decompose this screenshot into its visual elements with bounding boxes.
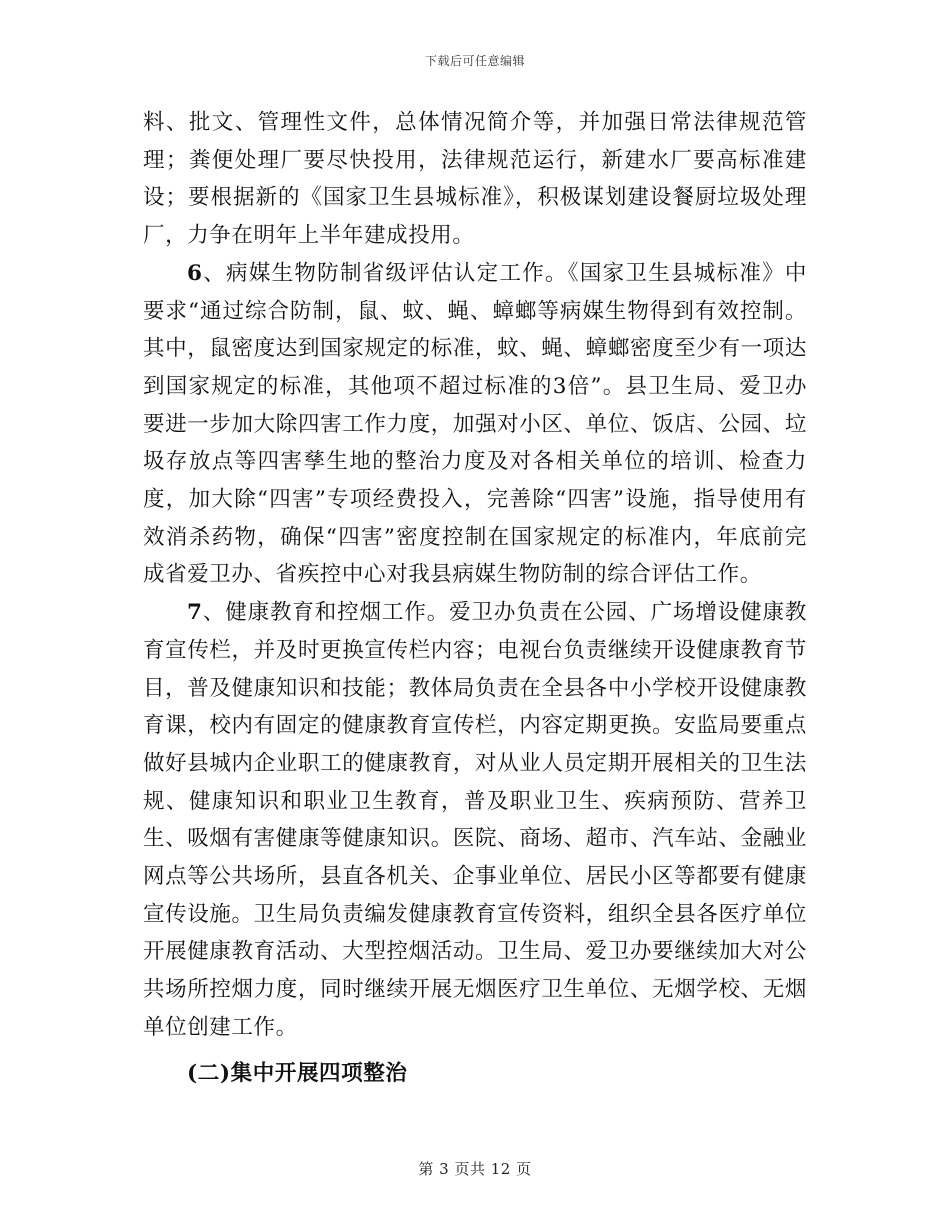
paragraph-item-7 — [143, 594, 807, 1046]
paragraph-text: 料、批文、管理性文件，总体情况简介等，并加强日常法律规范管理；粪便处理厂要尽快投用，法律规范运行，新建水厂要高标准建设；要根据新的《国家卫生县城标准》，积极谋划建设餐厨垃圾处理厂，力争在明年上半年建成投用。 — [143, 110, 807, 249]
section-subheading: (二)集中开展四项整治 — [187, 1060, 408, 1086]
paragraph-item-6 — [143, 255, 807, 594]
document-body — [143, 104, 807, 1092]
item-number: 7 — [187, 600, 203, 626]
page-header: 下载后可任意编辑 — [424, 54, 525, 68]
paragraph-continued — [143, 104, 807, 255]
paragraph-text: 、病媒生物防制省级评估认定工作。《国家卫生县城标准》中要求“通过综合防制，鼠、蚊、蝇、蟑螂等病媒生物得到有效控制。其中，鼠密度达到国家规定的标准，蚊、蝇、蟑螂密度至少有一项达到国家规定的标准，其他项不超过标准的3倍”。县卫生局、爱卫办要进一步加大除四害工作力度，加强对小区、单位、饭店、公园、垃圾存放点等四害孳生地的整治力度及对各相关单位的培训、检查力度，加大除“四害”专项经费投入，完善除“四害”设施，指导使用有效消杀药物，确保“四害”密度控制在国家规定的标准内，年底前完成省爱卫办、省疾控中心对我县病媒生物防制的综合评估工作。 — [143, 260, 807, 588]
page-footer: 第 3 页共 12 页 — [418, 1160, 532, 1178]
paragraph-text: 、健康教育和控烟工作。爱卫办负责在公园、广场增设健康教育宣传栏，并及时更换宣传栏内容；电视台负责继续开设健康教育节目，普及健康知识和技能；教体局负责在全县各中小学校开设健康教育课，校内有固定的健康教育宣传栏，内容定期更换。安监局要重点做好县城内企业职工的健康教育，对从业人员定期开展相关的卫生法规、健康知识和职业卫生教育，普及职业卫生、疾病预防、营养卫生、吸烟有害健康等健康知识。医院、商场、超市、汽车站、金融业网点等公共场所，县直各机关、企事业单位、居民小区等都要有健康宣传设施。卫生局负责编发健康教育宣传资料，组织全县各医疗单位开展健康教育活动、大型控烟活动。卫生局、爱卫办要继续加大对公共场所控烟力度，同时继续开展无烟医疗卫生单位、无烟学校、无烟单位创建工作。 — [143, 600, 807, 1040]
item-number: 6 — [187, 260, 203, 286]
